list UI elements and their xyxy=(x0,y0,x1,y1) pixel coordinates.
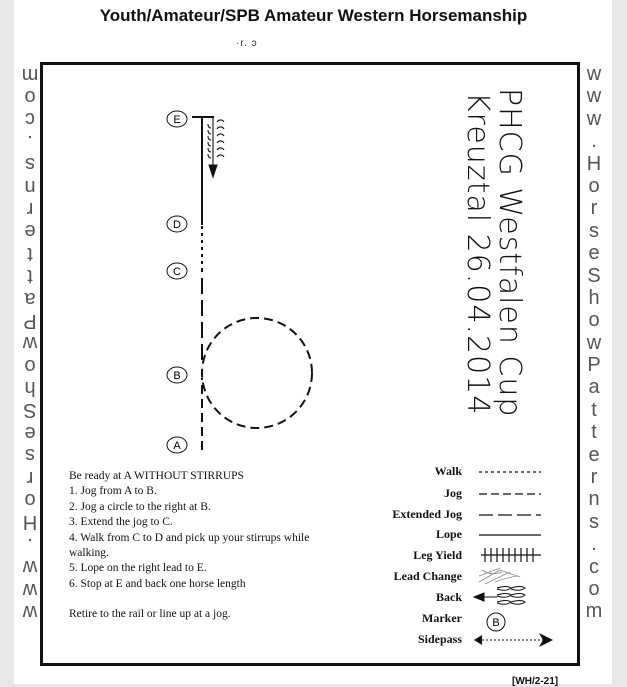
watermark-letter: r xyxy=(590,197,598,220)
watermark-letter: w xyxy=(586,85,602,108)
watermark-letter: m xyxy=(21,63,39,86)
watermark-letter: H xyxy=(586,152,602,175)
watermark-letter: w xyxy=(586,63,602,85)
marker-a xyxy=(167,437,187,453)
watermark-letter: h xyxy=(588,286,600,309)
legend-lead-change-label: Lead Change xyxy=(393,569,462,583)
watermark-letter: S xyxy=(23,399,37,422)
legend-sidepass-symbol xyxy=(474,633,553,647)
watermark-letter: t xyxy=(591,421,597,444)
legend-leg-yield-symbol xyxy=(481,548,541,562)
legend-back-label: Back xyxy=(435,590,462,604)
marker-e xyxy=(167,111,187,127)
watermark-letter: P xyxy=(23,309,37,332)
watermark-letter: e xyxy=(588,242,600,265)
watermark-letter: a xyxy=(588,376,600,399)
watermark-letter: o xyxy=(24,488,36,511)
watermark-letter: w xyxy=(22,555,38,578)
instructions-block xyxy=(69,469,329,623)
legend-leg-yield-label: Leg Yield xyxy=(413,548,462,562)
legend-walk-label: Walk xyxy=(434,464,462,478)
watermark-letter: o xyxy=(588,577,600,600)
watermark-letter: o xyxy=(24,354,36,377)
watermark-letter: o xyxy=(588,309,600,332)
marker-c xyxy=(167,263,187,279)
marker-e-label: E xyxy=(173,114,181,126)
legend-lope-label: Lope xyxy=(435,527,462,541)
watermark-letter: . xyxy=(591,130,597,153)
watermark-letter: . xyxy=(27,130,33,153)
pattern-code: [WH/2-21] xyxy=(512,676,559,687)
marker-b xyxy=(167,367,187,383)
instruction-step-5: 5. Lope on the right lead to E. xyxy=(69,562,207,575)
watermark-letter: o xyxy=(588,174,600,197)
legend-back-symbol xyxy=(474,587,525,605)
watermark-letter: s xyxy=(589,219,599,242)
handwritten-event-place-date: Kreuztal 26.04.2014 xyxy=(460,92,495,416)
watermark-letter: m xyxy=(585,600,603,623)
marker-d-label: D xyxy=(173,219,181,231)
watermark-letter: w xyxy=(22,600,38,623)
watermark-letter: s xyxy=(25,444,35,467)
legend-sidepass-label: Sidepass xyxy=(417,632,462,646)
back-symbol-e xyxy=(208,118,224,177)
legend-marker-symbol xyxy=(487,613,505,631)
watermark-letter: . xyxy=(27,533,33,556)
instruction-step-3: 3. Extend the jog to C. xyxy=(69,516,173,529)
legend-jog-label: Jog xyxy=(444,486,462,500)
watermark-letter: t xyxy=(591,398,597,421)
instructions-closing: Retire to the rail or line up at a jog. xyxy=(69,608,231,621)
legend-lead-change-symbol xyxy=(479,568,520,584)
watermark-letter: a xyxy=(24,287,36,310)
watermark-letter: w xyxy=(586,331,602,354)
watermark-letter: r xyxy=(590,466,598,489)
marker-b-label: B xyxy=(173,370,181,382)
watermark-letter: w xyxy=(586,107,602,130)
instructions-intro: Be ready at A WITHOUT STIRRUPS xyxy=(69,470,244,482)
watermark-letter: e xyxy=(24,421,36,444)
watermark-letter: r xyxy=(26,197,34,220)
watermark-letter: c xyxy=(589,555,599,578)
watermark-letter: t xyxy=(27,264,33,287)
watermark-letter: s xyxy=(25,152,35,175)
instruction-step-2: 2. Jog a circle to the right at B. xyxy=(69,500,211,513)
instruction-step-1: 1. Jog from A to B. xyxy=(69,485,157,498)
watermark-letter: e xyxy=(24,220,36,243)
watermark-letter: t xyxy=(27,242,33,265)
stray-handwriting: ·r. ɔ xyxy=(236,38,258,49)
watermark-letter: S xyxy=(587,264,601,287)
instruction-step-4: 4. Walk from C to D and pick up your stirrups while walking. xyxy=(69,531,310,560)
watermark-letter: . xyxy=(591,533,597,556)
instruction-step-6: 6. Stop at E and back one horse length xyxy=(69,577,246,590)
watermark-letter: w xyxy=(22,578,38,601)
watermark-letter: w xyxy=(22,332,38,355)
path-jog-circle xyxy=(202,318,312,428)
watermark-letter: n xyxy=(588,488,600,511)
watermark-letter: s xyxy=(589,510,599,533)
watermark-letter: o xyxy=(24,85,36,108)
watermark-letter: n xyxy=(24,175,36,198)
marker-c-label: C xyxy=(173,266,181,278)
watermark-letter: H xyxy=(22,511,38,534)
watermark-letter: r xyxy=(26,466,34,489)
marker-d xyxy=(167,216,187,232)
watermark-letter: h xyxy=(24,376,36,399)
watermark-letter: c xyxy=(25,108,35,131)
marker-a-label: A xyxy=(173,440,181,452)
pattern-title: Youth/Amateur/SPB Amateur Western Horsemanship xyxy=(99,6,528,25)
legend-marker-label: Marker xyxy=(422,611,462,625)
legend-marker-sample: B xyxy=(492,617,500,629)
legend-extended-jog-label: Extended Jog xyxy=(392,507,462,521)
watermark-letter: P xyxy=(587,354,601,377)
handwritten-event-name: PHCG Westfalen Cup xyxy=(492,88,527,418)
watermark-letter: e xyxy=(588,443,600,466)
